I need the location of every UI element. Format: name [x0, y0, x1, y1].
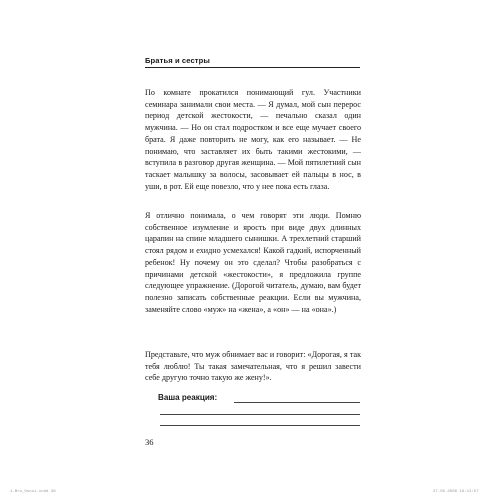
answer-line [160, 414, 360, 415]
reaction-label: Ваша реакция: [158, 393, 218, 402]
answer-line [234, 402, 360, 403]
paragraph-author-memory: Я отлично понимала, о чем говорят эти люди. Помню собственное изумление и ярость при виде двух длинных царапин на спине младшего сынишки. А трехлетний старший стоял рядом и ехидно усмехался! Какой гадкий, испорченный ребенок! Ну почему он это сделал? Чтобы разобраться с причинами детской «жестокости», я предложила группе следующее упражнение. (Дорогой читатель, думаю, вам будет полезно записать собственные реакции. Если вы мужчина, заменяйте слово «муж» на «жена», а «он» — на «она».) [145, 211, 361, 314]
paragraph-seminar: По комнате прокатился понимающий гул. Участники семинара занимали свои места. — Я думал, мой сын перерос период детской жестокости, — печально сказал один мужчина. — Но он стал подростком и все еще мучает своего брата. Я даже повторить не могу, как его называет. — Не понимаю, что заставляет их быть такими жестокими, — вступила в разговор другая женщина. — Мой пятилетний сын таскает малышку за волосы, засовывает ей пальцы в нос, в уши, в рот. Ей еще повезло, что у нее пока есть глаза. [145, 88, 361, 191]
print-imprint-file: 1.Bro_Oscoi.indd 36 [10, 490, 56, 494]
answer-line [160, 425, 360, 426]
header-rule [145, 67, 360, 68]
running-head: Братья и сестры [145, 56, 210, 65]
page-number: 36 [145, 437, 154, 447]
print-imprint-date: 27.05.2008 16:12:57 [433, 490, 479, 494]
paragraph-exercise-prompt: Представьте, что муж обнимает вас и говорит: «Дорогая, я так тебя люблю! Ты такая замечательная, что я решил завести себе другую точно такую же жену!». [145, 350, 361, 383]
